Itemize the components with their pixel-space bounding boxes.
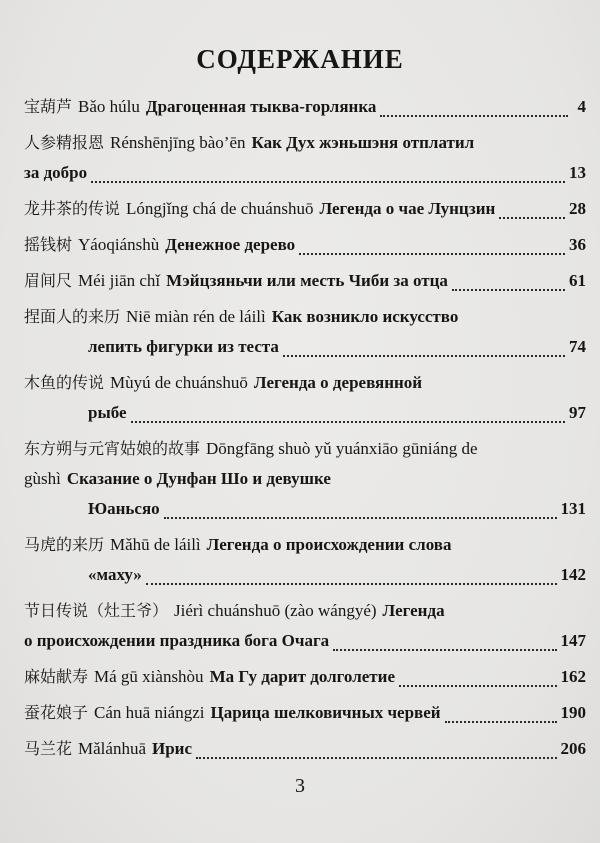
dot-leader xyxy=(283,354,565,357)
entry-chinese-title: 马虎的来历 xyxy=(24,535,105,554)
toc-entry xyxy=(24,266,586,296)
entry-page-number: 142 xyxy=(560,565,586,584)
dot-leader xyxy=(299,252,565,255)
toc-entry xyxy=(24,698,586,728)
entry-russian-title: Мэйцзяньчи или месть Чиби за отца xyxy=(166,271,448,290)
dot-leader xyxy=(333,648,556,651)
toc-entry xyxy=(24,92,586,122)
entry-pinyin: Cán huā niángzi xyxy=(94,703,205,722)
entry-russian-title-cont: рыбе xyxy=(88,403,127,422)
entry-russian-title: Ирис xyxy=(152,739,193,758)
entry-chinese-title: 龙井茶的传说 xyxy=(24,199,121,218)
entry-russian-title-cont: лепить фигурки из теста xyxy=(88,337,279,356)
toc-entry xyxy=(24,128,586,188)
page-title: СОДЕРЖАНИЕ xyxy=(196,44,404,74)
table-of-contents xyxy=(24,92,586,770)
entry-pinyin: Niē miàn rén de láilì xyxy=(126,307,266,326)
entry-chinese-title: 麻姑献寿 xyxy=(24,667,89,686)
entry-chinese-title: 捏面人的来历 xyxy=(24,307,121,326)
entry-pinyin-cont: gùshì xyxy=(24,469,61,488)
entry-chinese-title: 节日传说（灶王爷） xyxy=(24,601,169,620)
entry-russian-title: Денежное дерево xyxy=(165,235,296,254)
entry-russian-title: Ма Гу дарит долголетие xyxy=(209,667,395,686)
entry-russian-title: Царица шелковичных червей xyxy=(210,703,441,722)
entry-russian-title-cont: о происхождении праздника бога Очага xyxy=(24,631,330,650)
entry-pinyin: Mǎlánhuā xyxy=(78,739,146,758)
dot-leader xyxy=(399,684,557,687)
entry-page-number: 162 xyxy=(560,667,586,686)
entry-chinese-title: 眉间尺 xyxy=(24,271,73,290)
entry-russian-title: Легенда о деревянной xyxy=(253,373,423,392)
dot-leader xyxy=(380,114,568,117)
entry-chinese-title: 宝葫芦 xyxy=(24,97,73,116)
toc-entry xyxy=(24,596,586,656)
entry-russian-title: Легенда о происхождении слова xyxy=(206,535,452,554)
toc-entry xyxy=(24,302,586,362)
entry-chinese-title: 东方朔与元宵姑娘的故事 xyxy=(24,439,201,458)
dot-leader xyxy=(146,582,557,585)
entry-russian-title: Как возникло искусство xyxy=(271,307,459,326)
entry-russian-title: Драгоценная тыква-горлянка xyxy=(145,97,377,116)
entry-pinyin: Bǎo húlu xyxy=(78,97,140,116)
dot-leader xyxy=(91,180,565,183)
entry-page-number: 147 xyxy=(560,631,586,650)
entry-russian-title: Как Дух жэньшэня отплатил xyxy=(251,133,475,152)
toc-entry xyxy=(24,230,586,260)
entry-russian-title: Легенда xyxy=(382,601,445,620)
entry-page-number: 28 xyxy=(569,199,586,218)
toc-entry xyxy=(24,368,586,428)
entry-russian-title-cont: «маху» xyxy=(88,565,142,584)
entry-russian-title-cont: Юаньсяо xyxy=(88,499,160,518)
entry-pinyin: Dōngfāng shuò yǔ yuánxiāo gūniáng de xyxy=(206,439,478,458)
entry-chinese-title: 蚕花娘子 xyxy=(24,703,89,722)
entry-page-number: 74 xyxy=(569,337,586,356)
entry-page-number: 61 xyxy=(569,271,586,290)
entry-pinyin: Yáoqiánshù xyxy=(78,235,160,254)
entry-page-number: 13 xyxy=(569,163,586,182)
entry-chinese-title: 木鱼的传说 xyxy=(24,373,105,392)
page-number: 3 xyxy=(295,775,305,797)
entry-page-number: 4 xyxy=(577,97,586,116)
toc-entry xyxy=(24,434,586,524)
entry-page-number: 131 xyxy=(560,499,586,518)
toc-entry xyxy=(24,734,586,764)
entry-chinese-title: 摇钱树 xyxy=(24,235,73,254)
dot-leader xyxy=(164,516,557,519)
dot-leader xyxy=(131,420,565,423)
entry-page-number: 36 xyxy=(569,235,586,254)
entry-russian-title-cont: за добро xyxy=(24,163,88,182)
entry-page-number: 97 xyxy=(569,403,586,422)
dot-leader xyxy=(196,756,556,759)
entry-pinyin: Lóngjǐng chá de chuánshuō xyxy=(126,199,314,218)
entry-pinyin: Má gū xiànshòu xyxy=(94,667,204,686)
dot-leader xyxy=(452,288,565,291)
entry-pinyin: Mǎhū de láilì xyxy=(110,535,201,554)
entry-pinyin: Mùyú de chuánshuō xyxy=(110,373,248,392)
entry-russian-title: Легенда о чае Лунцзин xyxy=(319,199,496,218)
entry-pinyin: Rénshēnjīng bào’ēn xyxy=(110,133,246,152)
entry-chinese-title: 马兰花 xyxy=(24,739,73,758)
entry-page-number: 206 xyxy=(560,739,586,758)
entry-pinyin: Méi jiān chǐ xyxy=(78,271,161,290)
entry-russian-title: Сказание о Дунфан Шо и девушке xyxy=(66,469,331,488)
entry-page-number: 190 xyxy=(560,703,586,722)
toc-entry xyxy=(24,662,586,692)
entry-pinyin: Jiérì chuánshuō (zào wángyé) xyxy=(174,601,377,620)
entry-chinese-title: 人参精报恩 xyxy=(24,133,105,152)
dot-leader xyxy=(445,720,557,723)
toc-entry xyxy=(24,530,586,590)
toc-entry xyxy=(24,194,586,224)
dot-leader xyxy=(499,216,565,219)
